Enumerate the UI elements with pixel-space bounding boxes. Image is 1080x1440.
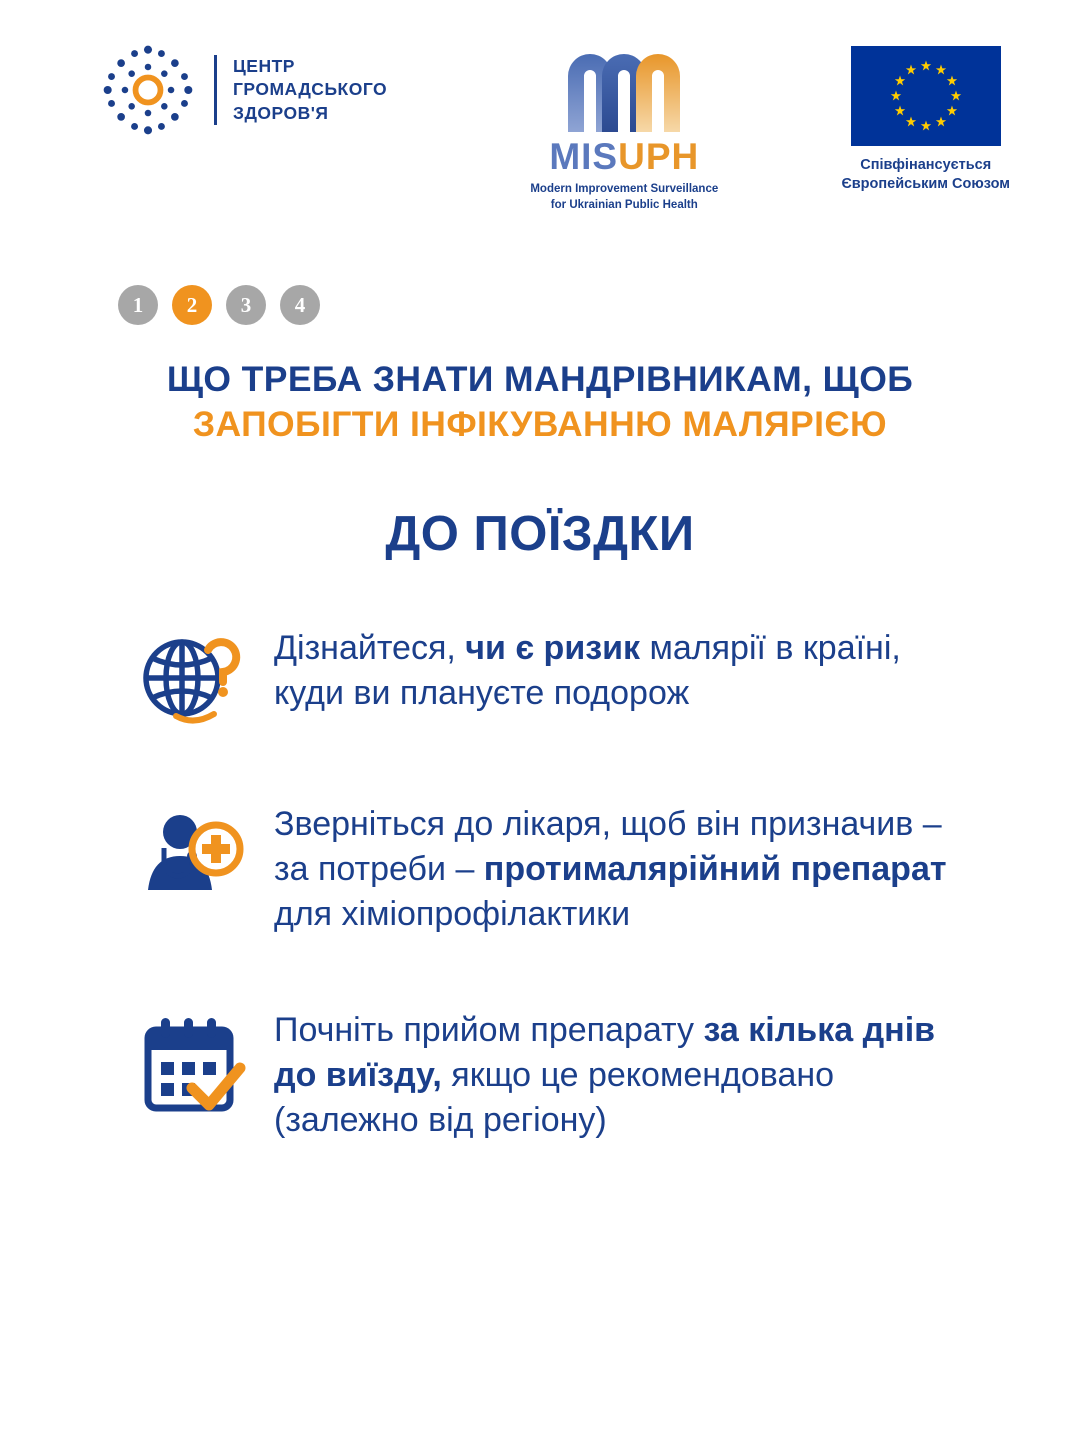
eu-caption-line-1: Співфінансується [860, 157, 992, 173]
doctor-plus-icon [136, 800, 252, 904]
page-title [0, 357, 1080, 448]
advice-list [0, 626, 1080, 1143]
item-3-part-3: якщо це рекомендовано (залежно від регіону) [274, 1055, 835, 1139]
eu-logo [841, 46, 1010, 194]
item-1-part-2: чи є ризик [465, 628, 641, 667]
phc-dots-logo-icon [100, 42, 196, 138]
header-logos [0, 0, 1080, 213]
page-title-line-2: ЗАПОБІГТИ ІНФІКУВАННЮ МАЛЯРІЄЮ [192, 404, 888, 445]
item-1-part-1: Дізнайтеся, [274, 628, 466, 667]
misuph-subtitle-line-1: Modern Improvement Surveillance [530, 183, 719, 195]
misuph-subtitle [530, 182, 718, 213]
phc-logo [100, 42, 387, 138]
eu-caption-line-2: Європейським Союзом [841, 175, 1010, 192]
page-title-line-1: ЩО ТРЕБА ЗНАТИ МАНДРІВНИКАМ, ЩОБ [166, 359, 914, 400]
list-item-text [274, 802, 964, 938]
step-indicator [0, 285, 1080, 325]
misuph-m-logo-icon [562, 46, 687, 134]
item-2-part-3: для хіміопрофілактики [274, 895, 631, 934]
phc-logo-line-2: ГРОМАДСЬКОГО [233, 79, 388, 100]
list-item-text [274, 1008, 964, 1144]
globe-question-icon [136, 626, 252, 730]
eu-logo-caption [841, 156, 1010, 194]
item-1-part-3: малярії в країні, куди ви плануєте подорож [274, 628, 901, 713]
item-3-part-1: Почніть прийом препарату [274, 1010, 704, 1049]
item-2-part-1: Зверніться до лікаря, щоб він призначив – за потреби – [274, 804, 942, 889]
list-item [136, 626, 1020, 730]
step-3[interactable]: 3 [226, 285, 266, 325]
misuph-word-mis: MIS [549, 136, 619, 177]
step-2[interactable]: 2 [172, 285, 212, 325]
section-title: ДО ПОЇЗДКИ [385, 506, 695, 561]
item-3-part-2: за кілька днів до виїзду, [274, 1010, 936, 1094]
calendar-check-icon [136, 1008, 252, 1122]
item-2-part-2: протималярійний препарат [483, 850, 947, 889]
phc-logo-text [214, 55, 387, 124]
misuph-wordmark [530, 138, 718, 175]
list-item [136, 1008, 1020, 1144]
misuph-logo [530, 46, 718, 213]
misuph-word-uph: UPH [618, 136, 700, 177]
step-1[interactable]: 1 [118, 285, 158, 325]
phc-logo-line-1: ЦЕНТР [233, 56, 295, 77]
list-item [136, 800, 1020, 938]
misuph-subtitle-line-2: for Ukrainian Public Health [550, 198, 698, 211]
phc-logo-line-3: ЗДОРОВ'Я [233, 102, 329, 123]
list-item-text [274, 626, 964, 716]
eu-flag-icon [851, 46, 1001, 146]
step-4[interactable]: 4 [280, 285, 320, 325]
